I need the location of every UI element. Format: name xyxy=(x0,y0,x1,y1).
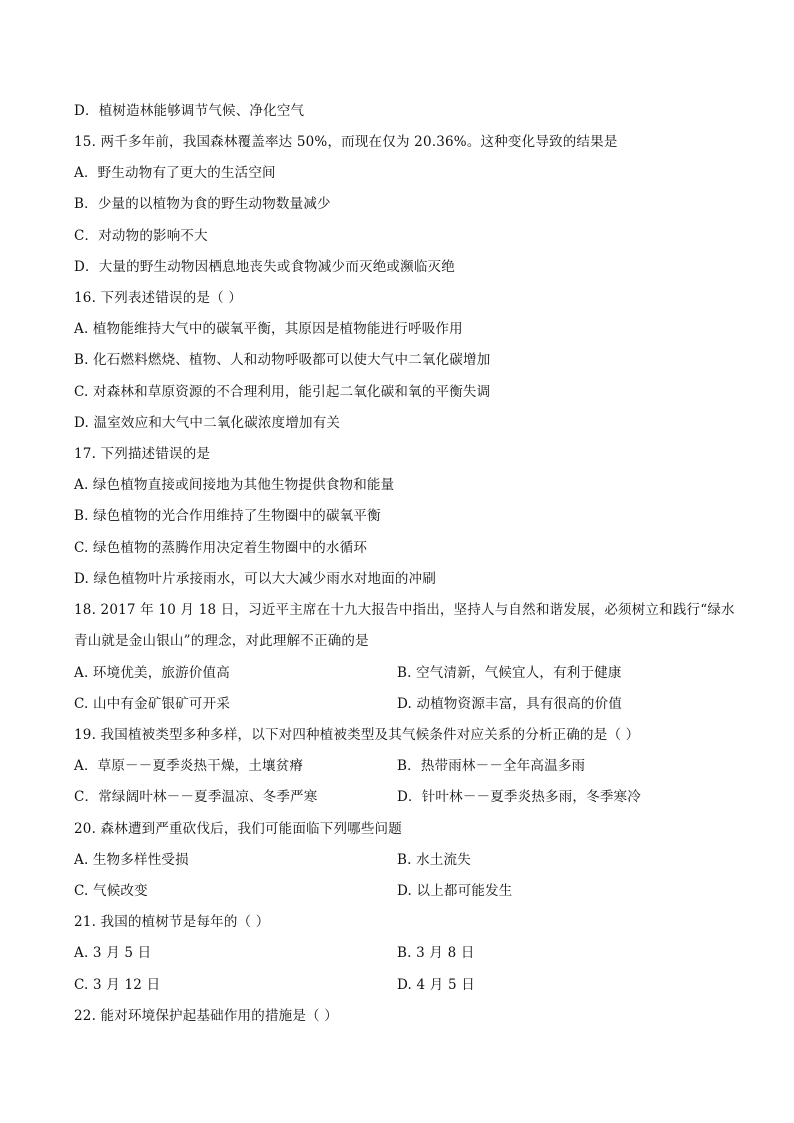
q14-option-d: D．植树造林能够调节气候、净化空气 xyxy=(74,103,305,119)
q19-option-c: C．常绿阔叶林－－夏季温凉、冬季严寒 xyxy=(74,789,318,805)
q16-stem: 16. 下列表述错误的是（ ） xyxy=(74,290,243,306)
q18-stem-line2: 青山就是金山银山”的理念，对此理解不正确的是 xyxy=(74,633,369,649)
q16-option-b: B. 化石燃料燃烧、植物、人和动物呼吸都可以使大气中二氧化碳增加 xyxy=(74,352,491,368)
q19-option-b: B．热带雨林－－全年高温多雨 xyxy=(397,758,586,774)
q19-stem: 19. 我国植被类型多种多样，以下对四种植被类型及其气候条件对应关系的分析正确的是（ ） xyxy=(74,727,640,743)
q17-stem: 17. 下列描述错误的是 xyxy=(74,446,211,462)
q21-option-a: A. 3 月 5 日 xyxy=(74,945,152,961)
q19-option-d: D．针叶林－－夏季炎热多雨，冬季寒冷 xyxy=(397,789,641,805)
q16-option-d: D. 温室效应和大气中二氧化碳浓度增加有关 xyxy=(74,415,341,431)
q21-option-d: D. 4 月 5 日 xyxy=(397,977,475,993)
q18-option-d: D. 动植物资源丰富，具有很高的价值 xyxy=(397,696,623,712)
q22-stem: 22. 能对环境保护起基础作用的措施是（ ） xyxy=(74,1008,338,1024)
q20-stem: 20. 森林遭到严重砍伐后，我们可能面临下列哪些问题 xyxy=(74,821,402,837)
q20-option-c: C. 气候改变 xyxy=(74,883,148,899)
q15-option-d: D．大量的野生动物因栖息地丧失或食物减少而灭绝或濒临灭绝 xyxy=(74,259,455,275)
q17-option-c: C. 绿色植物的蒸腾作用决定着生物圈中的水循环 xyxy=(74,540,368,556)
q17-option-a: A. 绿色植物直接或间接地为其他生物提供食物和能量 xyxy=(74,477,395,493)
q15-option-b: B．少量的以植物为食的野生动物数量减少 xyxy=(74,196,331,212)
q15-stem: 15. 两千多年前，我国森林覆盖率达 50%，而现在仅为 20.36%。这种变化导致的结果是 xyxy=(74,134,618,150)
q21-option-c: C. 3 月 12 日 xyxy=(74,977,161,993)
q20-option-b: B. 水土流失 xyxy=(397,852,471,868)
q15-option-c: C．对动物的影响不大 xyxy=(74,228,208,244)
q19-option-a: A．草原－－夏季炎热干燥，土壤贫瘠 xyxy=(74,758,304,774)
q15-option-a: A．野生动物有了更大的生活空间 xyxy=(74,165,276,181)
q20-option-a: A. 生物多样性受损 xyxy=(74,852,189,868)
q18-option-c: C. 山中有金矿银矿可开采 xyxy=(74,696,231,712)
q16-option-a: A. 植物能维持大气中的碳氧平衡，其原因是植物能进行呼吸作用 xyxy=(74,321,463,337)
q18-option-b: B. 空气清新，气候宜人，有利于健康 xyxy=(397,665,622,681)
q21-option-b: B. 3 月 8 日 xyxy=(397,945,475,961)
q17-option-d: D. 绿色植物叶片承接雨水，可以大大减少雨水对地面的冲刷 xyxy=(74,571,437,587)
q21-stem: 21. 我国的植树节是每年的（ ） xyxy=(74,914,270,930)
q18-stem-line1: 18. 2017 年 10 月 18 日，习近平主席在十九大报告中指出，坚持人与自然和谐发展，必须树立和践行“绿水 xyxy=(74,602,735,618)
q17-option-b: B. 绿色植物的光合作用维持了生物圈中的碳氧平衡 xyxy=(74,508,381,524)
q16-option-c: C. 对森林和草原资源的不合理利用，能引起二氧化碳和氧的平衡失调 xyxy=(74,384,491,400)
q18-option-a: A. 环境优美，旅游价值高 xyxy=(74,665,230,681)
q20-option-d: D. 以上都可能发生 xyxy=(397,883,513,899)
